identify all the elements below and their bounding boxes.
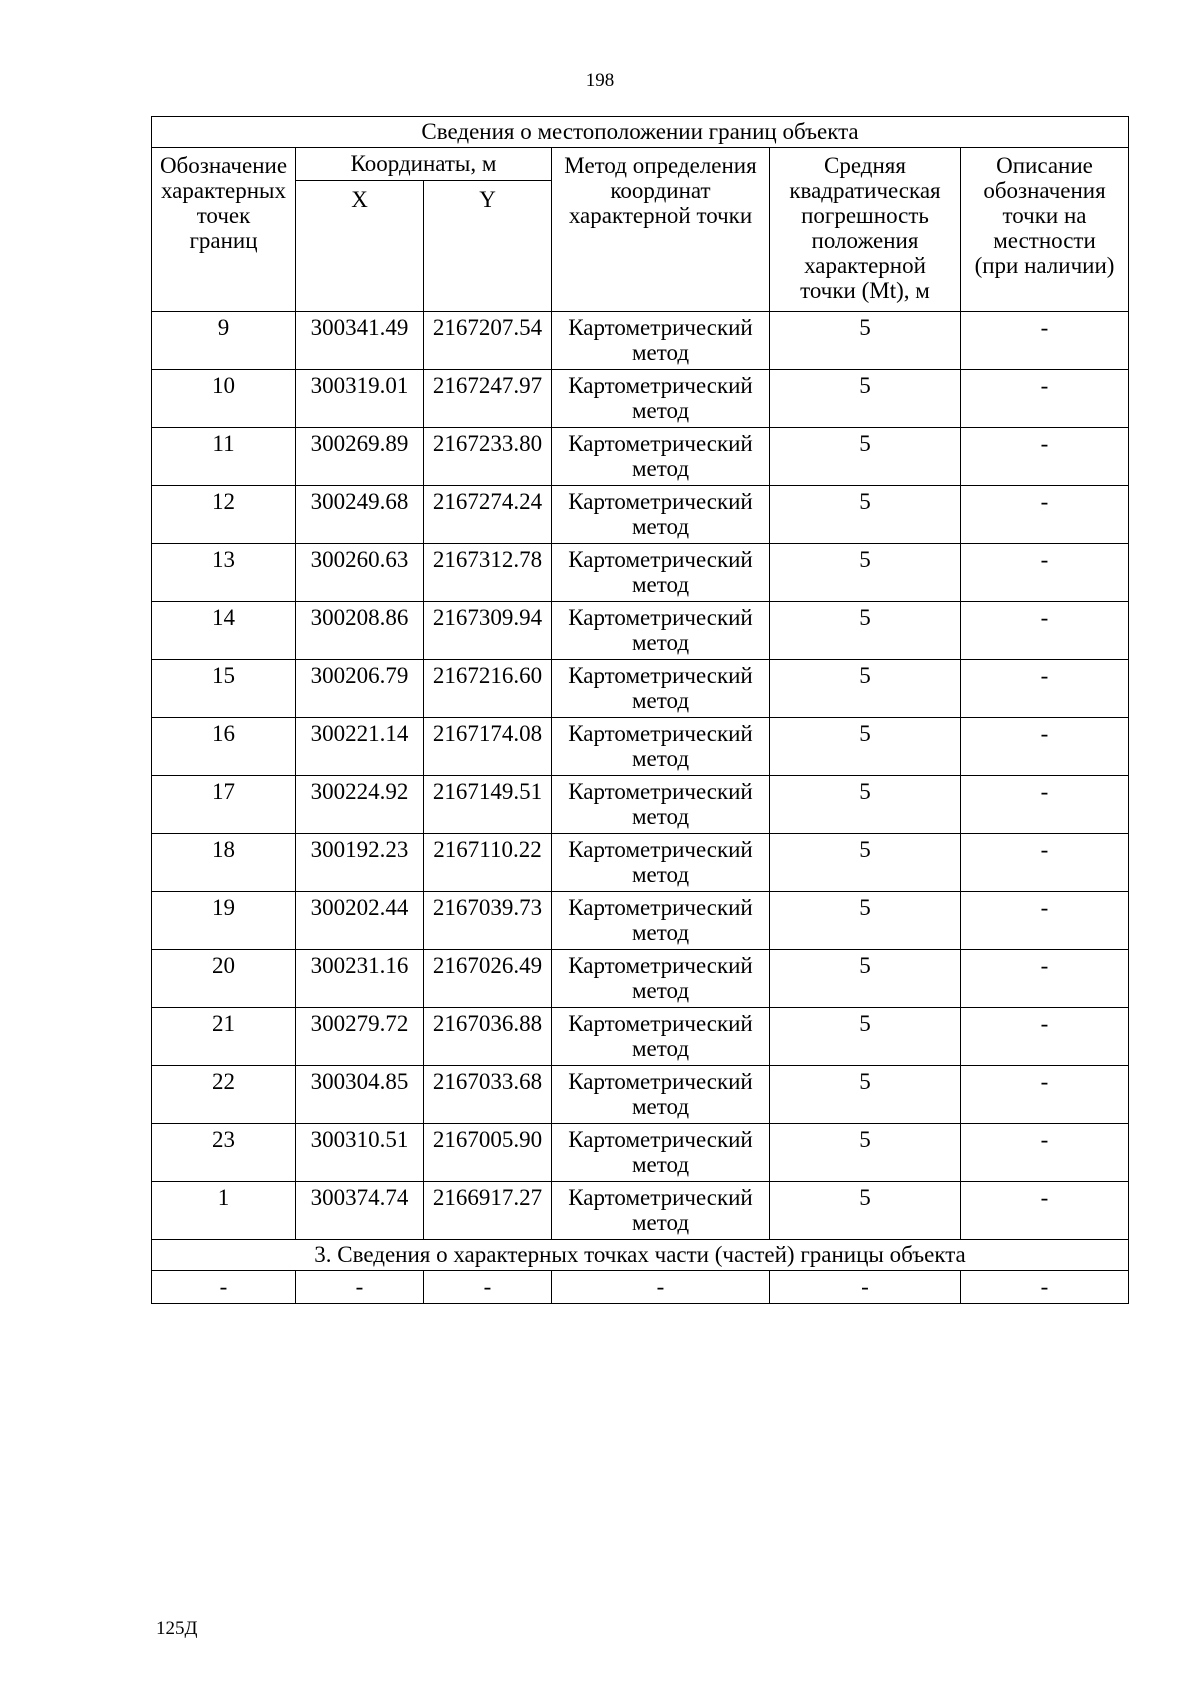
y-coordinate-cell-text: 2167033.68 xyxy=(432,1069,543,1094)
x-coordinate-cell-text: 300231.16 xyxy=(310,953,409,978)
description-cell-text: - xyxy=(1040,373,1049,398)
description-cell xyxy=(961,892,1129,950)
y-coordinate-cell xyxy=(424,370,552,428)
point-id-cell xyxy=(152,834,296,892)
method-cell xyxy=(552,602,770,660)
section3-title: 3. Сведения о характерных точках части (частей) границы объекта xyxy=(152,1240,1129,1271)
method-line: Картометрический xyxy=(568,895,753,920)
description-cell-text: - xyxy=(1040,489,1049,514)
description-cell-text: - xyxy=(1040,779,1049,804)
point-id-cell-text: 17 xyxy=(212,779,235,804)
header-line: местности xyxy=(993,228,1096,253)
method-line: Картометрический xyxy=(568,605,753,630)
point-id-cell xyxy=(152,312,296,370)
empty-cell: - xyxy=(961,1271,1129,1304)
method-cell xyxy=(552,1008,770,1066)
method-line: Картометрический xyxy=(568,1185,753,1210)
description-cell-text: - xyxy=(1040,315,1049,340)
y-coordinate-cell-text: 2167312.78 xyxy=(432,547,543,572)
point-id-cell xyxy=(152,718,296,776)
x-coordinate-cell-text: 300279.72 xyxy=(310,1011,409,1036)
y-coordinate-cell-text: 2167005.90 xyxy=(432,1127,543,1152)
method-line: Картометрический xyxy=(568,547,753,572)
description-cell xyxy=(961,1008,1129,1066)
method-cell xyxy=(552,312,770,370)
table-row xyxy=(152,718,1129,776)
method-line: метод xyxy=(631,340,690,365)
x-coordinate-cell xyxy=(296,950,424,1008)
x-coordinate-cell xyxy=(296,1008,424,1066)
method-line: Картометрический xyxy=(568,837,753,862)
header-line: характерной xyxy=(804,253,926,278)
table-row xyxy=(152,834,1129,892)
y-coordinate-cell xyxy=(424,718,552,776)
method-cell xyxy=(552,486,770,544)
y-coordinate-cell xyxy=(424,1008,552,1066)
error-cell xyxy=(770,312,961,370)
point-id-cell xyxy=(152,776,296,834)
x-coordinate-cell xyxy=(296,312,424,370)
error-cell xyxy=(770,544,961,602)
method-text xyxy=(552,950,769,1003)
page-number: 198 xyxy=(585,70,615,91)
description-cell xyxy=(961,834,1129,892)
table-row xyxy=(152,1066,1129,1124)
error-cell-text: 5 xyxy=(859,721,871,746)
error-cell-text: 5 xyxy=(859,1011,871,1036)
error-cell xyxy=(770,718,961,776)
method-line: Картометрический xyxy=(568,663,753,688)
y-coordinate-cell-text: 2167274.24 xyxy=(432,489,543,514)
error-cell xyxy=(770,776,961,834)
method-line: метод xyxy=(631,746,690,771)
y-coordinate-cell-text: 2167216.60 xyxy=(432,663,543,688)
method-cell xyxy=(552,1124,770,1182)
header-line: квадратическая xyxy=(789,178,941,203)
y-coordinate-cell-text: 2167149.51 xyxy=(432,779,543,804)
table-row xyxy=(152,428,1129,486)
method-line: метод xyxy=(631,1036,690,1061)
header-line: характерной точки xyxy=(568,203,753,228)
header-line: погрешность xyxy=(801,203,929,228)
description-cell xyxy=(961,602,1129,660)
table-row xyxy=(152,1124,1129,1182)
method-line: Картометрический xyxy=(568,489,753,514)
point-id-cell-text: 9 xyxy=(217,315,230,340)
description-cell-text: - xyxy=(1040,837,1049,862)
point-id-cell xyxy=(152,1124,296,1182)
error-cell xyxy=(770,950,961,1008)
description-cell xyxy=(961,660,1129,718)
section3-empty-row xyxy=(152,1271,1129,1304)
empty-cell: - xyxy=(296,1271,424,1304)
method-cell xyxy=(552,428,770,486)
table-row xyxy=(152,312,1129,370)
x-coordinate-cell xyxy=(296,370,424,428)
method-line: Картометрический xyxy=(568,1127,753,1152)
point-id-cell xyxy=(152,1182,296,1240)
footer-code: 125Д xyxy=(156,1618,198,1639)
error-cell xyxy=(770,602,961,660)
method-text xyxy=(552,544,769,597)
y-coordinate-cell-text: 2167039.73 xyxy=(432,895,543,920)
x-coordinate-cell xyxy=(296,718,424,776)
point-id-cell-text: 12 xyxy=(212,489,235,514)
x-coordinate-cell xyxy=(296,660,424,718)
y-coordinate-cell xyxy=(424,1182,552,1240)
y-coordinate-cell xyxy=(424,834,552,892)
description-cell-text: - xyxy=(1040,431,1049,456)
point-id-cell xyxy=(152,486,296,544)
method-line: метод xyxy=(631,920,690,945)
error-cell-text: 5 xyxy=(859,1069,871,1094)
x-coordinate-cell-text: 300319.01 xyxy=(310,373,409,398)
section3-title-row xyxy=(152,1240,1129,1271)
x-coordinate-cell-text: 300269.89 xyxy=(310,431,409,456)
header-line: Обозначение xyxy=(159,153,288,178)
description-cell-text: - xyxy=(1040,1127,1049,1152)
header-y: Y xyxy=(424,181,552,312)
description-cell xyxy=(961,776,1129,834)
x-coordinate-cell xyxy=(296,1182,424,1240)
method-line: Картометрический xyxy=(568,1069,753,1094)
point-id-cell-text: 23 xyxy=(212,1127,235,1152)
header-line: Средняя xyxy=(824,153,906,178)
y-coordinate-cell-text: 2167110.22 xyxy=(433,837,542,862)
description-cell xyxy=(961,950,1129,1008)
header-line: положения xyxy=(811,228,919,253)
method-line: метод xyxy=(631,688,690,713)
method-text xyxy=(552,1182,769,1235)
error-cell xyxy=(770,428,961,486)
error-cell xyxy=(770,892,961,950)
y-coordinate-cell-text: 2166917.27 xyxy=(432,1185,543,1210)
method-cell xyxy=(552,718,770,776)
method-text xyxy=(552,660,769,713)
x-coordinate-cell xyxy=(296,428,424,486)
table-row xyxy=(152,950,1129,1008)
x-coordinate-cell-text: 300310.51 xyxy=(310,1127,409,1152)
y-coordinate-cell xyxy=(424,486,552,544)
point-id-cell-text: 20 xyxy=(212,953,235,978)
method-line: Картометрический xyxy=(568,373,753,398)
description-cell-text: - xyxy=(1040,663,1049,688)
y-coordinate-cell-text: 2167309.94 xyxy=(432,605,543,630)
method-cell xyxy=(552,370,770,428)
method-line: метод xyxy=(631,514,690,539)
table-row xyxy=(152,486,1129,544)
y-coordinate-cell xyxy=(424,1124,552,1182)
y-coordinate-cell-text: 2167233.80 xyxy=(432,431,543,456)
description-cell-text: - xyxy=(1040,721,1049,746)
method-line: Картометрический xyxy=(568,1011,753,1036)
error-cell xyxy=(770,1182,961,1240)
error-cell-text: 5 xyxy=(859,895,871,920)
header-line: координат xyxy=(610,178,711,203)
point-id-cell xyxy=(152,1008,296,1066)
y-coordinate-cell xyxy=(424,950,552,1008)
description-cell xyxy=(961,1066,1129,1124)
empty-cell: - xyxy=(424,1271,552,1304)
method-cell xyxy=(552,834,770,892)
description-cell-text: - xyxy=(1040,953,1049,978)
method-cell xyxy=(552,892,770,950)
point-id-cell xyxy=(152,428,296,486)
point-id-cell-text: 21 xyxy=(212,1011,235,1036)
error-cell-text: 5 xyxy=(859,547,871,572)
header-line: характерных xyxy=(160,178,286,203)
x-coordinate-cell xyxy=(296,834,424,892)
description-cell xyxy=(961,370,1129,428)
error-cell-text: 5 xyxy=(859,605,871,630)
header-coordinates: Координаты, м xyxy=(296,148,552,181)
table-row xyxy=(152,1182,1129,1240)
y-coordinate-cell-text: 2167174.08 xyxy=(432,721,543,746)
table-title: Сведения о местоположении границ объекта xyxy=(152,117,1129,148)
error-cell-text: 5 xyxy=(859,779,871,804)
method-cell xyxy=(552,1182,770,1240)
method-text xyxy=(552,892,769,945)
table-row xyxy=(152,602,1129,660)
header-description xyxy=(961,148,1129,312)
y-coordinate-cell xyxy=(424,428,552,486)
point-id-cell xyxy=(152,544,296,602)
description-cell-text: - xyxy=(1040,895,1049,920)
method-text xyxy=(552,312,769,365)
y-coordinate-cell xyxy=(424,312,552,370)
header-line: (при наличии) xyxy=(974,253,1115,278)
method-text xyxy=(552,370,769,423)
table-row xyxy=(152,370,1129,428)
method-cell xyxy=(552,1066,770,1124)
x-coordinate-cell-text: 300206.79 xyxy=(310,663,409,688)
header-line: точки на xyxy=(1002,203,1087,228)
x-coordinate-cell xyxy=(296,486,424,544)
method-line: метод xyxy=(631,804,690,829)
x-coordinate-cell-text: 300374.74 xyxy=(310,1185,409,1210)
header-error xyxy=(770,148,961,312)
error-cell-text: 5 xyxy=(859,431,871,456)
point-id-cell-text: 22 xyxy=(212,1069,235,1094)
x-coordinate-cell xyxy=(296,892,424,950)
x-coordinate-cell-text: 300224.92 xyxy=(310,779,409,804)
error-cell xyxy=(770,660,961,718)
point-id-cell xyxy=(152,950,296,1008)
error-cell-text: 5 xyxy=(859,953,871,978)
table-row xyxy=(152,660,1129,718)
header-method xyxy=(552,148,770,312)
x-coordinate-cell-text: 300341.49 xyxy=(310,315,409,340)
description-cell-text: - xyxy=(1040,1011,1049,1036)
method-line: метод xyxy=(631,456,690,481)
header-line: точки (Mt), м xyxy=(800,278,930,303)
description-cell-text: - xyxy=(1040,547,1049,572)
error-cell xyxy=(770,834,961,892)
description-cell xyxy=(961,1124,1129,1182)
error-cell-text: 5 xyxy=(859,489,871,514)
x-coordinate-cell xyxy=(296,1124,424,1182)
method-line: метод xyxy=(631,978,690,1003)
point-id-cell-text: 11 xyxy=(212,431,235,456)
method-line: метод xyxy=(631,572,690,597)
method-text xyxy=(552,834,769,887)
point-id-cell xyxy=(152,602,296,660)
header-x: X xyxy=(296,181,424,312)
y-coordinate-cell-text: 2167207.54 xyxy=(432,315,543,340)
y-coordinate-cell-text: 2167026.49 xyxy=(432,953,543,978)
x-coordinate-cell-text: 300249.68 xyxy=(310,489,409,514)
method-line: метод xyxy=(631,1094,690,1119)
method-text xyxy=(552,776,769,829)
point-id-cell-text: 1 xyxy=(217,1185,230,1210)
table-row xyxy=(152,544,1129,602)
header-row xyxy=(152,148,1129,181)
header-line: Метод определения xyxy=(564,153,757,178)
y-coordinate-cell xyxy=(424,544,552,602)
error-cell-text: 5 xyxy=(859,315,871,340)
description-cell-text: - xyxy=(1040,1069,1049,1094)
description-cell xyxy=(961,718,1129,776)
description-cell xyxy=(961,1182,1129,1240)
error-cell-text: 5 xyxy=(859,663,871,688)
error-cell-text: 5 xyxy=(859,837,871,862)
description-cell-text: - xyxy=(1040,1185,1049,1210)
method-line: метод xyxy=(631,398,690,423)
y-coordinate-cell-text: 2167036.88 xyxy=(432,1011,543,1036)
description-cell xyxy=(961,486,1129,544)
method-cell xyxy=(552,950,770,1008)
method-cell xyxy=(552,660,770,718)
description-cell xyxy=(961,428,1129,486)
method-cell xyxy=(552,776,770,834)
error-cell-text: 5 xyxy=(859,1185,871,1210)
table-row xyxy=(152,892,1129,950)
x-coordinate-cell-text: 300260.63 xyxy=(310,547,409,572)
error-cell-text: 5 xyxy=(859,373,871,398)
point-id-cell-text: 14 xyxy=(212,605,235,630)
y-coordinate-cell xyxy=(424,660,552,718)
method-text xyxy=(552,1066,769,1119)
point-id-cell-text: 18 xyxy=(212,837,235,862)
description-cell xyxy=(961,312,1129,370)
boundary-points-table xyxy=(151,116,1129,1304)
point-id-cell-text: 13 xyxy=(212,547,235,572)
header-line: Описание xyxy=(996,153,1093,178)
x-coordinate-cell-text: 300208.86 xyxy=(310,605,409,630)
x-coordinate-cell xyxy=(296,776,424,834)
method-line: Картометрический xyxy=(568,431,753,456)
empty-cell: - xyxy=(152,1271,296,1304)
method-text xyxy=(552,1124,769,1177)
table-title-row xyxy=(152,117,1129,148)
y-coordinate-cell xyxy=(424,602,552,660)
description-cell-text: - xyxy=(1040,605,1049,630)
error-cell xyxy=(770,1066,961,1124)
method-text xyxy=(552,602,769,655)
y-coordinate-cell xyxy=(424,776,552,834)
x-coordinate-cell xyxy=(296,1066,424,1124)
method-text xyxy=(552,428,769,481)
y-coordinate-cell xyxy=(424,892,552,950)
point-id-cell-text: 19 xyxy=(212,895,235,920)
x-coordinate-cell xyxy=(296,544,424,602)
method-text xyxy=(552,1008,769,1061)
point-id-cell-text: 15 xyxy=(212,663,235,688)
x-coordinate-cell-text: 300304.85 xyxy=(310,1069,409,1094)
description-cell xyxy=(961,544,1129,602)
method-line: метод xyxy=(631,1210,690,1235)
method-line: Картометрический xyxy=(568,953,753,978)
header-line: обозначения xyxy=(983,178,1106,203)
method-text xyxy=(552,486,769,539)
empty-cell: - xyxy=(770,1271,961,1304)
method-line: Картометрический xyxy=(568,721,753,746)
error-cell-text: 5 xyxy=(859,1127,871,1152)
point-id-cell-text: 16 xyxy=(212,721,235,746)
method-line: метод xyxy=(631,630,690,655)
method-line: метод xyxy=(631,1152,690,1177)
point-id-cell xyxy=(152,660,296,718)
method-cell xyxy=(552,544,770,602)
point-id-cell xyxy=(152,370,296,428)
error-cell xyxy=(770,370,961,428)
header-line: точек xyxy=(196,203,251,228)
method-line: метод xyxy=(631,862,690,887)
y-coordinate-cell-text: 2167247.97 xyxy=(432,373,543,398)
header-line: границ xyxy=(189,228,258,253)
error-cell xyxy=(770,486,961,544)
point-id-cell-text: 10 xyxy=(212,373,235,398)
empty-cell: - xyxy=(552,1271,770,1304)
x-coordinate-cell-text: 300192.23 xyxy=(310,837,409,862)
error-cell xyxy=(770,1124,961,1182)
method-text xyxy=(552,718,769,771)
table-row xyxy=(152,776,1129,834)
point-id-cell xyxy=(152,892,296,950)
method-line: Картометрический xyxy=(568,315,753,340)
table-row xyxy=(152,1008,1129,1066)
error-cell xyxy=(770,1008,961,1066)
x-coordinate-cell xyxy=(296,602,424,660)
header-point-designation xyxy=(152,148,296,312)
x-coordinate-cell-text: 300202.44 xyxy=(310,895,409,920)
y-coordinate-cell xyxy=(424,1066,552,1124)
method-line: Картометрический xyxy=(568,779,753,804)
point-id-cell xyxy=(152,1066,296,1124)
x-coordinate-cell-text: 300221.14 xyxy=(310,721,409,746)
